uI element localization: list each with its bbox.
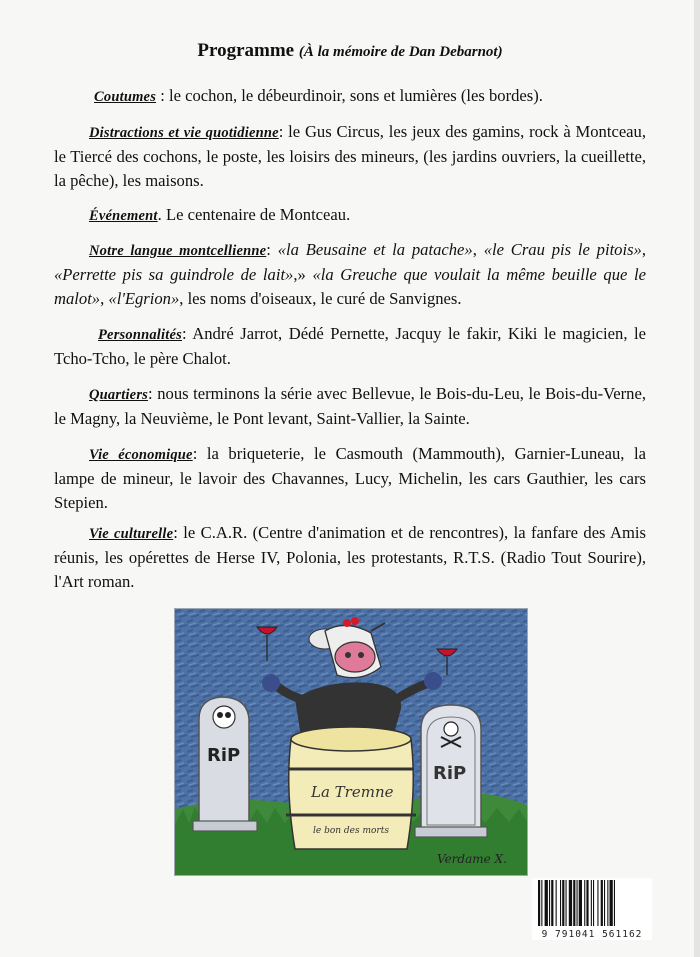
section-vie-economique: [54, 442, 646, 515]
illustration-drawing: [175, 609, 527, 875]
cover-illustration: [174, 608, 528, 876]
section-coutumes: [54, 84, 646, 109]
section-text: : nous terminons la série avec Bellevue, le Bois-du-Leu, le Bois-du-Verne, le Magny, la Neuvième, le Pont levant, Saint-Vallier, la Sainte.: [54, 384, 646, 428]
tombstone-right: [415, 705, 487, 837]
title-main: Programme: [197, 40, 295, 61]
expression-quote: «la Greuche que voulait la même beuille que le malot»: [54, 265, 646, 308]
barcode-bar: [573, 880, 575, 926]
barcode-bar: [556, 880, 557, 926]
section-heading: Vie économique: [89, 447, 193, 463]
section-heading: Notre langue montcellienne: [89, 243, 267, 259]
barcode-bar: [538, 880, 540, 926]
barcode-bar: [579, 880, 582, 926]
barcode-bar: [601, 880, 603, 926]
barcode-bar: [541, 880, 542, 926]
barcode-bar: [577, 880, 578, 926]
section-text: : le C.A.R. (Centre d'animation et de rencontres), la fanfare des Amis réunis, les opérettes de Herse IV, Polonia, les protestants, R.T.S. (Radio Tout Sourire), l'Art roman.: [54, 523, 646, 591]
tombstone-left: [193, 697, 257, 831]
section-heading: Événement: [89, 208, 158, 224]
expression-quote: «Perrette pis sa guindrole de lait»: [54, 265, 294, 284]
barcode-bar: [562, 880, 564, 926]
section-text: . Le centenaire de Montceau.: [157, 205, 351, 224]
section-text: : André Jarrot, Dédé Pernette, Jacquy le fakir, Kiki le magicien, le Tcho-Tcho, le père Chalot.: [54, 324, 646, 368]
barcode-bar: [593, 880, 594, 926]
barcode-bar: [569, 880, 572, 926]
section-heading: Personnalités: [98, 327, 182, 343]
section-text: : la briqueterie, le Casmouth (Mammouth), Garnier-Luneau, la lampe de mineur, le lavoir des Chavannes, Lucy, Michelin, les cars Gauthier, les cars Stepien.: [54, 444, 646, 512]
barcode-bar: [560, 880, 561, 926]
barrel-label: La Tremne: [311, 783, 394, 801]
separator: ,: [472, 240, 484, 259]
section-evenement: [54, 203, 646, 228]
barcode-number: 9 791041 561162: [541, 929, 643, 940]
barcode-bar: [566, 880, 567, 926]
barcode-bar: [584, 880, 585, 926]
barcode-bar: [549, 880, 550, 926]
barcode-bar: [607, 880, 608, 926]
section-distractions: [54, 120, 646, 193]
barcode-bar: [586, 880, 588, 926]
barcode-bar: [591, 880, 592, 926]
barcode-bar: [597, 880, 598, 926]
section-text: : le Gus Circus, les jeux des gamins, rock à Montceau, le Tiercé des cochons, le poste, les loisirs des mineurs, (les jardins ouvriers, la cueillette, la pêche), les maisons.: [54, 122, 646, 190]
section-quartiers: [54, 382, 646, 431]
page-title: [0, 40, 700, 62]
section-heading: Distractions et vie quotidienne: [89, 125, 279, 141]
artist-signature: Verdame X.: [437, 852, 507, 866]
section-text: : le cochon, le débeurdinoir, sons et lumières (les bordes).: [156, 86, 543, 105]
separator: ,: [100, 289, 109, 308]
expression-quote: «le Crau pis le pitois»: [483, 240, 642, 259]
expression-quote: «l'Egrion»: [108, 289, 180, 308]
section-personnalites: [54, 322, 646, 371]
barrel-sublabel: le bon des morts: [313, 826, 389, 836]
barcode-bar: [545, 880, 548, 926]
barcode-bar: [604, 880, 605, 926]
title-subtitle: (À la mémoire de Dan Debarnot): [298, 44, 503, 60]
tombstone-right-text: RiP: [433, 763, 467, 784]
section-heading: Coutumes: [94, 89, 157, 105]
isbn-barcode: [532, 878, 652, 940]
section-langue: [54, 238, 646, 311]
separator: ,»: [293, 265, 313, 284]
barcode-bar: [551, 880, 553, 926]
section-heading: Quartiers: [89, 387, 149, 403]
barcode-bars: [536, 880, 648, 926]
tombstone-left-text: RiP: [207, 745, 241, 766]
page-edge: [694, 0, 700, 957]
skull-icon: [213, 706, 235, 728]
section-text: :: [266, 240, 278, 259]
section-text-tail: , les noms d'oiseaux, le curé de Sanvignes.: [179, 289, 462, 308]
wine-barrel: [286, 727, 416, 849]
separator: ,: [641, 240, 647, 259]
skull-crossbones-icon: [444, 722, 458, 736]
section-vie-culturelle: [54, 521, 646, 594]
expression-quote: «la Beusaine et la patache»: [277, 240, 473, 259]
barcode-bar: [610, 880, 613, 926]
barcode-bar: [614, 880, 615, 926]
section-heading: Vie culturelle: [89, 526, 174, 542]
